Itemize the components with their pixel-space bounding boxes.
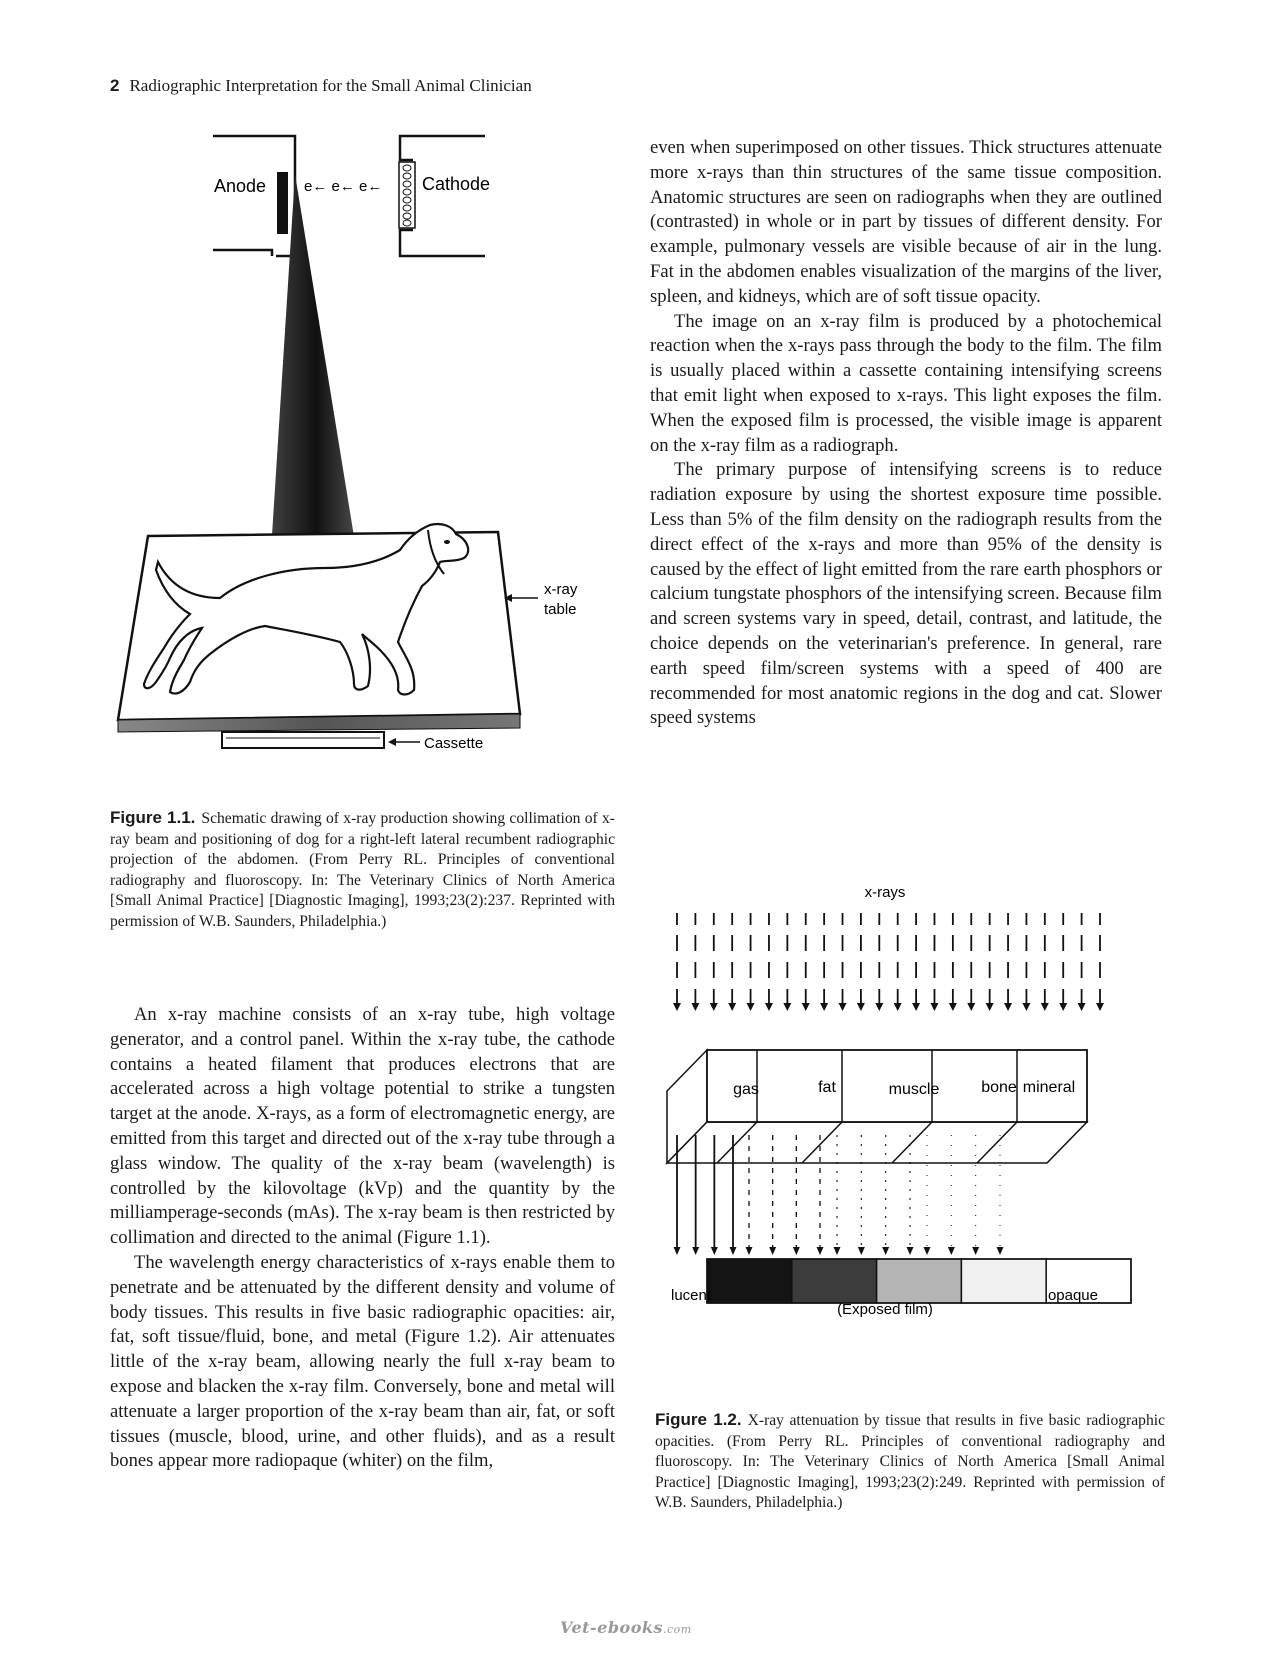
right-paragraph-1: even when superimposed on other tissues. Thick structures attenuate more x-rays than thin structures of the same tissue composition. Anatomic structures are seen on radiographs when they are outlined (contrasted) in whole or in part by tissues of different density. For example, pulmonary vessels are visible because of air in the lung. Fat in the abdomen enables visualization of the margins of the liver, spleen, and kidneys, which are of soft tissue opacity.: [650, 137, 1162, 307]
transmitted-arrowhead: [746, 1247, 753, 1255]
xray-table-label-2: table: [544, 601, 577, 618]
transmitted-arrowhead: [793, 1247, 800, 1255]
tissue-box-bottom-face: [667, 1122, 1087, 1163]
anode-target: [277, 172, 288, 234]
figure-1-2-diagram: [655, 875, 1175, 1395]
transmitted-arrowhead: [730, 1247, 737, 1255]
electron-label: e← e← e←: [304, 178, 383, 195]
cassette-arrowhead: [388, 738, 396, 746]
xray-arrowhead: [1078, 1003, 1086, 1011]
page-number: 2: [110, 76, 120, 95]
xray-arrowhead: [894, 1003, 902, 1011]
xray-arrowhead: [691, 1003, 699, 1011]
transmitted-arrowhead: [924, 1247, 931, 1255]
watermark-suffix: .com: [662, 1623, 692, 1636]
transmitted-arrowhead: [948, 1247, 955, 1255]
transmitted-arrowhead: [692, 1247, 699, 1255]
book-title: Radiographic Interpretation for the Small Animal Clinician: [129, 76, 532, 95]
transmitted-arrowhead: [997, 1247, 1004, 1255]
transmitted-arrowhead: [972, 1247, 979, 1255]
film-segment: [961, 1259, 1046, 1303]
cassette-label: Cassette: [424, 735, 484, 752]
film-segment: [792, 1259, 877, 1303]
xray-arrowhead: [710, 1003, 718, 1011]
xray-arrowhead: [783, 1003, 791, 1011]
left-column: [110, 1003, 615, 1474]
exposed-film-label: (Exposed film): [837, 1301, 933, 1318]
cassette: [222, 732, 384, 748]
transmitted-arrowhead: [858, 1247, 865, 1255]
left-paragraph-2: The wavelength energy characteristics of x-rays enable them to penetrate and be attenuated by the different density and volume of body tissues. This results in five basic radiographic opacities: air, fat, soft tissue/fluid, bone, and metal (Figure 1.2). Air attenuates little of the x-ray beam, allowing nearly the full x-ray beam to expose and blacken the x-ray film. Conversely, bone and metal will attenuate a larger proportion of the x-ray beam than air, fat, or soft tissues (muscle, blood, urine, and other fluids), and as a result bones appear more radiopaque (whiter) on the film,: [110, 1251, 615, 1472]
dog-eye: [444, 540, 450, 544]
tissue-gas: gas: [733, 1081, 759, 1098]
right-column: [650, 136, 1162, 731]
running-header: [110, 76, 532, 96]
figure-1-1-caption-text: Schematic drawing of x-ray production showing collimation of x-ray beam and positioning of dog for a right-left lateral recumbent radiographic projection of the abdomen. (From Perry RL. Principles of conventional radiography and fluoroscopy. In: The Veterinary Clinics of North America [Small Animal Practice] [Diagnostic Imaging], 1993;23(2):237. Reprinted with permission of W.B. Saunders, Philadelphia.): [110, 810, 615, 930]
tissue-muscle: muscle: [888, 1081, 940, 1098]
figure-1-1-diagram: [110, 130, 620, 810]
xray-arrowhead: [967, 1003, 975, 1011]
film-segment: [707, 1259, 792, 1303]
xray-arrowhead: [747, 1003, 755, 1011]
transmitted-arrowhead: [882, 1247, 889, 1255]
right-paragraph-3: The primary purpose of intensifying screens is to reduce radiation exposure by using the shortest exposure time possible. Less than 5% of the film density on the radiograph results from the direct effect of the x-rays and more than 95% of the density is caused by the effect of light emitted from the rare earth phosphors or calcium tungstate phosphors of the intensifying screen. Because film and screen systems vary in speed, detail, contrast, and latitude, the choice depends on the veterinarian's preference. In general, rare earth speed film/screen systems with a speed of 400 are recommended for most anatomic regions in the dog and cat. Slower speed systems: [650, 459, 1162, 729]
incident-xrays: [673, 913, 1104, 1011]
xray-arrowhead: [765, 1003, 773, 1011]
figure-1-2-caption-text: X-ray attenuation by tissue that results in five basic radiographic opacities. (From Perry RL. Principles of conventional radiography and fluoroscopy. In: The Veterinary Clinics of North America [Small Animal Practice] [Diagnostic Imaging], 1993;23(2):249. Reprinted with permission of W.B. Saunders, Philadelphia.): [655, 1412, 1165, 1512]
transmitted-arrowhead: [834, 1247, 841, 1255]
transmitted-arrowhead: [817, 1247, 824, 1255]
left-paragraph-1: An x-ray machine consists of an x-ray tube, high voltage generator, and a control panel. Within the x-ray tube, the cathode contains a heated filament that produces electrons that are accelerated across a high voltage potential to strike a tungsten target at the anode. X-rays, as a form of electromagnetic energy, are emitted from this target and directed out of the x-ray tube through a glass window. The quality of the x-ray beam (wavelength) is controlled by the kilovoltage (kVp) and the quantity by the milliamperage-seconds (mAs). The x-ray beam is then restricted by collimation and directed to the animal (Figure 1.1).: [110, 1004, 615, 1249]
transmitted-arrowhead: [907, 1247, 914, 1255]
xray-arrowhead: [930, 1003, 938, 1011]
xray-arrowhead: [986, 1003, 994, 1011]
right-paragraph-2: The image on an x-ray film is produced by a photochemical reaction when the x-rays pass through the body to the film. The film is usually placed within a cassette containing intensifying screens that emit light when exposed to x-rays. This light exposes the film. When the exposed film is processed, the visible image is apparent on the x-ray film as a radiograph.: [650, 310, 1162, 456]
watermark-text: Vet-ebooks: [560, 1618, 663, 1637]
xray-arrowhead: [1004, 1003, 1012, 1011]
figure-1-1-label: Figure 1.1.: [110, 808, 196, 827]
xray-arrowhead: [1041, 1003, 1049, 1011]
xray-arrowhead: [728, 1003, 736, 1011]
xray-arrowhead: [1096, 1003, 1104, 1011]
xray-arrowhead: [802, 1003, 810, 1011]
xray-arrowhead: [875, 1003, 883, 1011]
figure-1-2-caption: [655, 1410, 1165, 1514]
lucent-label: lucent: [671, 1287, 712, 1304]
xray-arrowhead: [820, 1003, 828, 1011]
figure-1-1-caption: [110, 808, 615, 933]
film-segment: [877, 1259, 962, 1303]
xray-arrowhead: [912, 1003, 920, 1011]
xray-arrowhead: [857, 1003, 865, 1011]
xray-arrowhead: [1059, 1003, 1067, 1011]
xray-arrowhead: [1022, 1003, 1030, 1011]
anode-label: Anode: [214, 176, 267, 196]
transmitted-arrowhead: [674, 1247, 681, 1255]
xray-arrowhead: [839, 1003, 847, 1011]
opaque-label: opaque: [1047, 1287, 1098, 1304]
tissue-mineral: mineral: [1022, 1079, 1076, 1096]
xrays-label: x-rays: [864, 884, 906, 901]
figure-1-2-label: Figure 1.2.: [655, 1410, 742, 1429]
transmitted-arrowhead: [769, 1247, 776, 1255]
tissue-fat: fat: [818, 1079, 836, 1096]
transmitted-arrowhead: [711, 1247, 718, 1255]
footer-watermark: [560, 1618, 692, 1637]
cathode-label: Cathode: [422, 174, 491, 194]
tissue-bone: bone: [981, 1079, 1017, 1096]
xray-table-label-1: x-ray: [544, 581, 578, 598]
xray-arrowhead: [673, 1003, 681, 1011]
xray-arrowhead: [949, 1003, 957, 1011]
